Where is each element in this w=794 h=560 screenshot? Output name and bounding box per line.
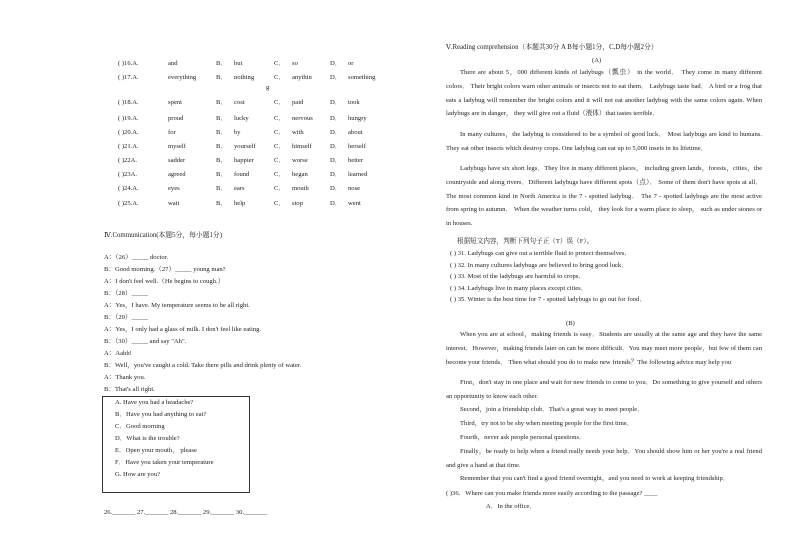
choice-d: better <box>348 157 364 164</box>
dialogue-line: B：（29）_____ <box>104 314 148 321</box>
choice-c: so <box>292 60 298 67</box>
dialogue-line: B：（28）_____ <box>104 290 148 297</box>
choice-number[interactable]: ( )22A. <box>118 157 138 164</box>
choice-d-label: D． <box>330 157 342 164</box>
choice-number[interactable]: ( )19.A. <box>118 115 139 122</box>
choice-b: nothing <box>234 74 255 81</box>
option-item: B．Have you had anything to eat? <box>115 411 207 418</box>
passage-b-para-2: First，don't stay in one place and wait for new friends to come to you．Do something to give yourself and others an opportunity to know each other. <box>446 379 762 400</box>
choice-b-label: B． <box>216 74 227 81</box>
dialogue-line: A：Thank you. <box>104 374 146 381</box>
choice-c-label: C． <box>274 185 285 192</box>
choice-c-label: C． <box>274 143 285 150</box>
passage-a-para-1: There are about 5，000 different kinds of ladybugs（瓢虫） in the world． They come in many different colors． Their bright colors warn other animals or insects not to eat them． Ladybugs taste bad． A bird or a frog that eats a ladybug will remember the bright colors and it will not eat another ladybug with the same colors again. When ladybugs are in danger， they will give out a fluid（液体）that tastes terrible． <box>446 69 762 118</box>
option-item: E．Open your mouth， please <box>115 447 197 454</box>
choice-d-label: D． <box>330 200 342 207</box>
choice-d: herself <box>348 143 366 150</box>
dialogue-line: B：Well，you've caught a cold. Take there pills and drink plenty of water. <box>104 362 302 369</box>
dialogue-line: A：Aahh! <box>104 350 132 357</box>
question-36[interactable]: ( )36．Where can you make friends more easily according to the passage? ____ <box>446 490 658 497</box>
choice-c: stop <box>292 200 303 207</box>
choice-c-label: C． <box>274 99 285 106</box>
choice-a: proud <box>168 115 184 122</box>
choice-b: cost <box>234 99 245 106</box>
option-item: D．What is the trouble? <box>115 435 180 442</box>
choice-b-label: B． <box>216 60 227 67</box>
choice-b: but <box>234 60 243 67</box>
choice-a: sadder <box>168 157 186 164</box>
passage-a-para-3: Ladybugs have six short legs．They live in many different places， including green lands，forests，cities，the countryside and along rivers．Different ladybugs have different spots（点）． Some of them don't have spots at all． The most common kind in North America is the 7 - spotted ladybug． The 7 - spotted ladybugs are the most active from spring to autumn． When the weather turns cold， they look for a warm place to sleep， such as under stones or in houses. <box>446 165 762 228</box>
choice-c: with <box>292 129 304 136</box>
choice-d-label: D． <box>330 143 342 150</box>
choice-b-label: B． <box>216 171 227 178</box>
choice-wrap-fragment: g <box>266 84 270 91</box>
choice-number[interactable]: ( )20.A. <box>118 129 139 136</box>
choice-number[interactable]: ( )25.A. <box>118 200 139 207</box>
tf-instruction: 根据短文内容，判断下列句子正（T）误（F）。 <box>457 238 594 245</box>
choice-b-label: B． <box>216 143 227 150</box>
choice-number[interactable]: ( )24.A. <box>118 185 139 192</box>
answer-blanks[interactable]: 26._______ 27._______ 28._______ 29._______ 30._______ <box>104 509 268 516</box>
dialogue-line: A：Yes，I only had a glass of milk. I don't feel like eating. <box>104 326 262 333</box>
choice-d: learned <box>348 171 368 178</box>
choice-d: took <box>348 99 360 106</box>
option-item: C．Good morning <box>115 423 165 430</box>
passage-b-para-1: When you are at school，making friends is easy．Students are usually at the same age and they have the same interest．However，making friends later on can be more difficult．You may meet more people，but few of them can become your friends． Then what should you do to make new friends？The following advice may help you <box>446 331 762 366</box>
passage-b-para-4: Third，try not to be shy when meeting people for the first time． <box>460 420 634 427</box>
choice-d: went <box>348 200 361 207</box>
choice-c-label: C． <box>274 157 285 164</box>
passage-a-para-2: In many cultures，the ladybug is considered to be a symbol of good luck． Most ladybugs are kind to humans. They eat other insects which destroy crops. One ladybug can eat up to 5,000 insets in its lifetime． <box>446 131 762 152</box>
choice-number[interactable]: ( )21.A. <box>118 143 139 150</box>
choice-number[interactable]: ( )16.A. <box>118 60 139 67</box>
choice-a: wait <box>168 200 180 207</box>
section-title-communication: Ⅳ.Communication(本题5分，每小题1分) <box>104 232 222 239</box>
passage-b-para-7: Remember that you can't find a good friend overnight，and you need to work at keeping friendship． <box>460 475 730 482</box>
choice-b: found <box>234 171 250 178</box>
tf-item[interactable]: ( ) 35. Winter is the best time for 7 - spotted ladybugs to go out for food． <box>450 296 646 303</box>
choice-d: hungry <box>348 115 367 122</box>
choice-a: and <box>168 60 178 67</box>
choice-d: about <box>348 129 363 136</box>
choice-b-label: B． <box>216 200 227 207</box>
choice-b-label: B． <box>216 129 227 136</box>
choice-a: spent <box>168 99 182 106</box>
choice-d-label: D． <box>330 74 342 81</box>
choice-b: help <box>234 200 246 207</box>
choice-a: for <box>168 129 176 136</box>
choice-b: by <box>234 129 241 136</box>
passage-b-label: (B) <box>566 320 575 327</box>
choice-b: lucky <box>234 115 249 122</box>
choice-c-label: C． <box>274 74 285 81</box>
choice-c: anythin <box>292 74 312 81</box>
passage-a-label: (A) <box>592 57 602 64</box>
choice-b: happier <box>234 157 254 164</box>
choice-a: agreed <box>168 171 186 178</box>
choice-b-label: B． <box>216 115 227 122</box>
choice-b-label: B． <box>216 185 227 192</box>
tf-item[interactable]: ( ) 31. Ladybugs can give out a terrible fluid to protect themselves． <box>450 250 632 257</box>
passage-b-para-3: Second，join a friendship club．That's a great way to meet people． <box>460 406 644 413</box>
choice-b: yourself <box>234 143 256 150</box>
dialogue-line: A：Yes，I have. My temperature seems to be all right. <box>104 302 250 309</box>
choice-a: everything <box>168 74 197 81</box>
choice-c: paid <box>292 99 304 106</box>
options-box <box>102 396 250 493</box>
tf-item[interactable]: ( ) 32. In many cultures ladybugs are believed to bring good luck． <box>450 261 628 269</box>
choice-c: himself <box>292 143 312 150</box>
choice-d: nose <box>348 185 361 192</box>
choice-b-label: B． <box>216 99 227 106</box>
dialogue-line: A：（26）_____ doctor. <box>104 254 169 261</box>
choice-d-label: D． <box>330 185 342 192</box>
tf-item[interactable]: ( ) 34. Ladybugs live in many places except cities． <box>450 284 588 292</box>
passage-b-para-5: Fourth，never ask people personal questions． <box>460 434 586 441</box>
choice-c: began <box>292 171 308 178</box>
choice-c-label: C． <box>274 60 285 67</box>
choice-c-label: C． <box>274 171 285 178</box>
choice-d-label: D． <box>330 171 342 178</box>
dialogue-line: B：（30）_____ and say "Ah". <box>104 338 187 345</box>
choice-d-label: D． <box>330 99 342 106</box>
passage-b-para-6: Finally，be ready to help when a friend really needs your help．You should show him or her you're a real friend and give a hand at that time. <box>446 448 762 469</box>
choice-a: eyes <box>168 185 180 192</box>
choice-number[interactable]: ( )18.A. <box>118 99 139 106</box>
dialogue-line: A：I don't feel well.（He begins to cough.） <box>104 278 225 285</box>
dialogue-line: B：That's all right. <box>104 386 155 393</box>
option-item: F．Have you taken your temperature <box>115 459 214 466</box>
choice-c-label: C． <box>274 200 285 207</box>
choice-d-label: D． <box>330 129 342 136</box>
option-item: A. Have you had a headache? <box>115 399 194 406</box>
option-item: G. How are you? <box>115 471 161 478</box>
choice-d-label: D． <box>330 115 342 122</box>
choice-a: myself <box>168 143 186 150</box>
choice-c: worse <box>292 157 308 164</box>
choice-c: mouth <box>292 185 309 192</box>
question-36-option-a: A．In the office． <box>486 503 537 510</box>
choice-b-label: B． <box>216 157 227 164</box>
tf-item[interactable]: ( ) 33. Most of the ladybugs are harmful to crops． <box>450 273 585 280</box>
choice-c: nervous <box>292 115 313 122</box>
choice-d: something <box>348 74 376 81</box>
section-title-reading: Ⅴ.Reading comprehension（本题共30分 A B每小题1分，C,D每小题2分） <box>446 44 658 51</box>
dialogue-line: B：Good morning.（27）_____ young man? <box>104 266 226 273</box>
choice-d-label: D． <box>330 60 342 67</box>
choice-c-label: C． <box>274 129 285 136</box>
choice-number[interactable]: ( )23A. <box>118 171 138 178</box>
choice-d: or <box>348 60 354 67</box>
choice-b: ears <box>234 185 245 192</box>
choice-c-label: C． <box>274 115 285 122</box>
choice-number[interactable]: ( )17.A. <box>118 74 139 81</box>
